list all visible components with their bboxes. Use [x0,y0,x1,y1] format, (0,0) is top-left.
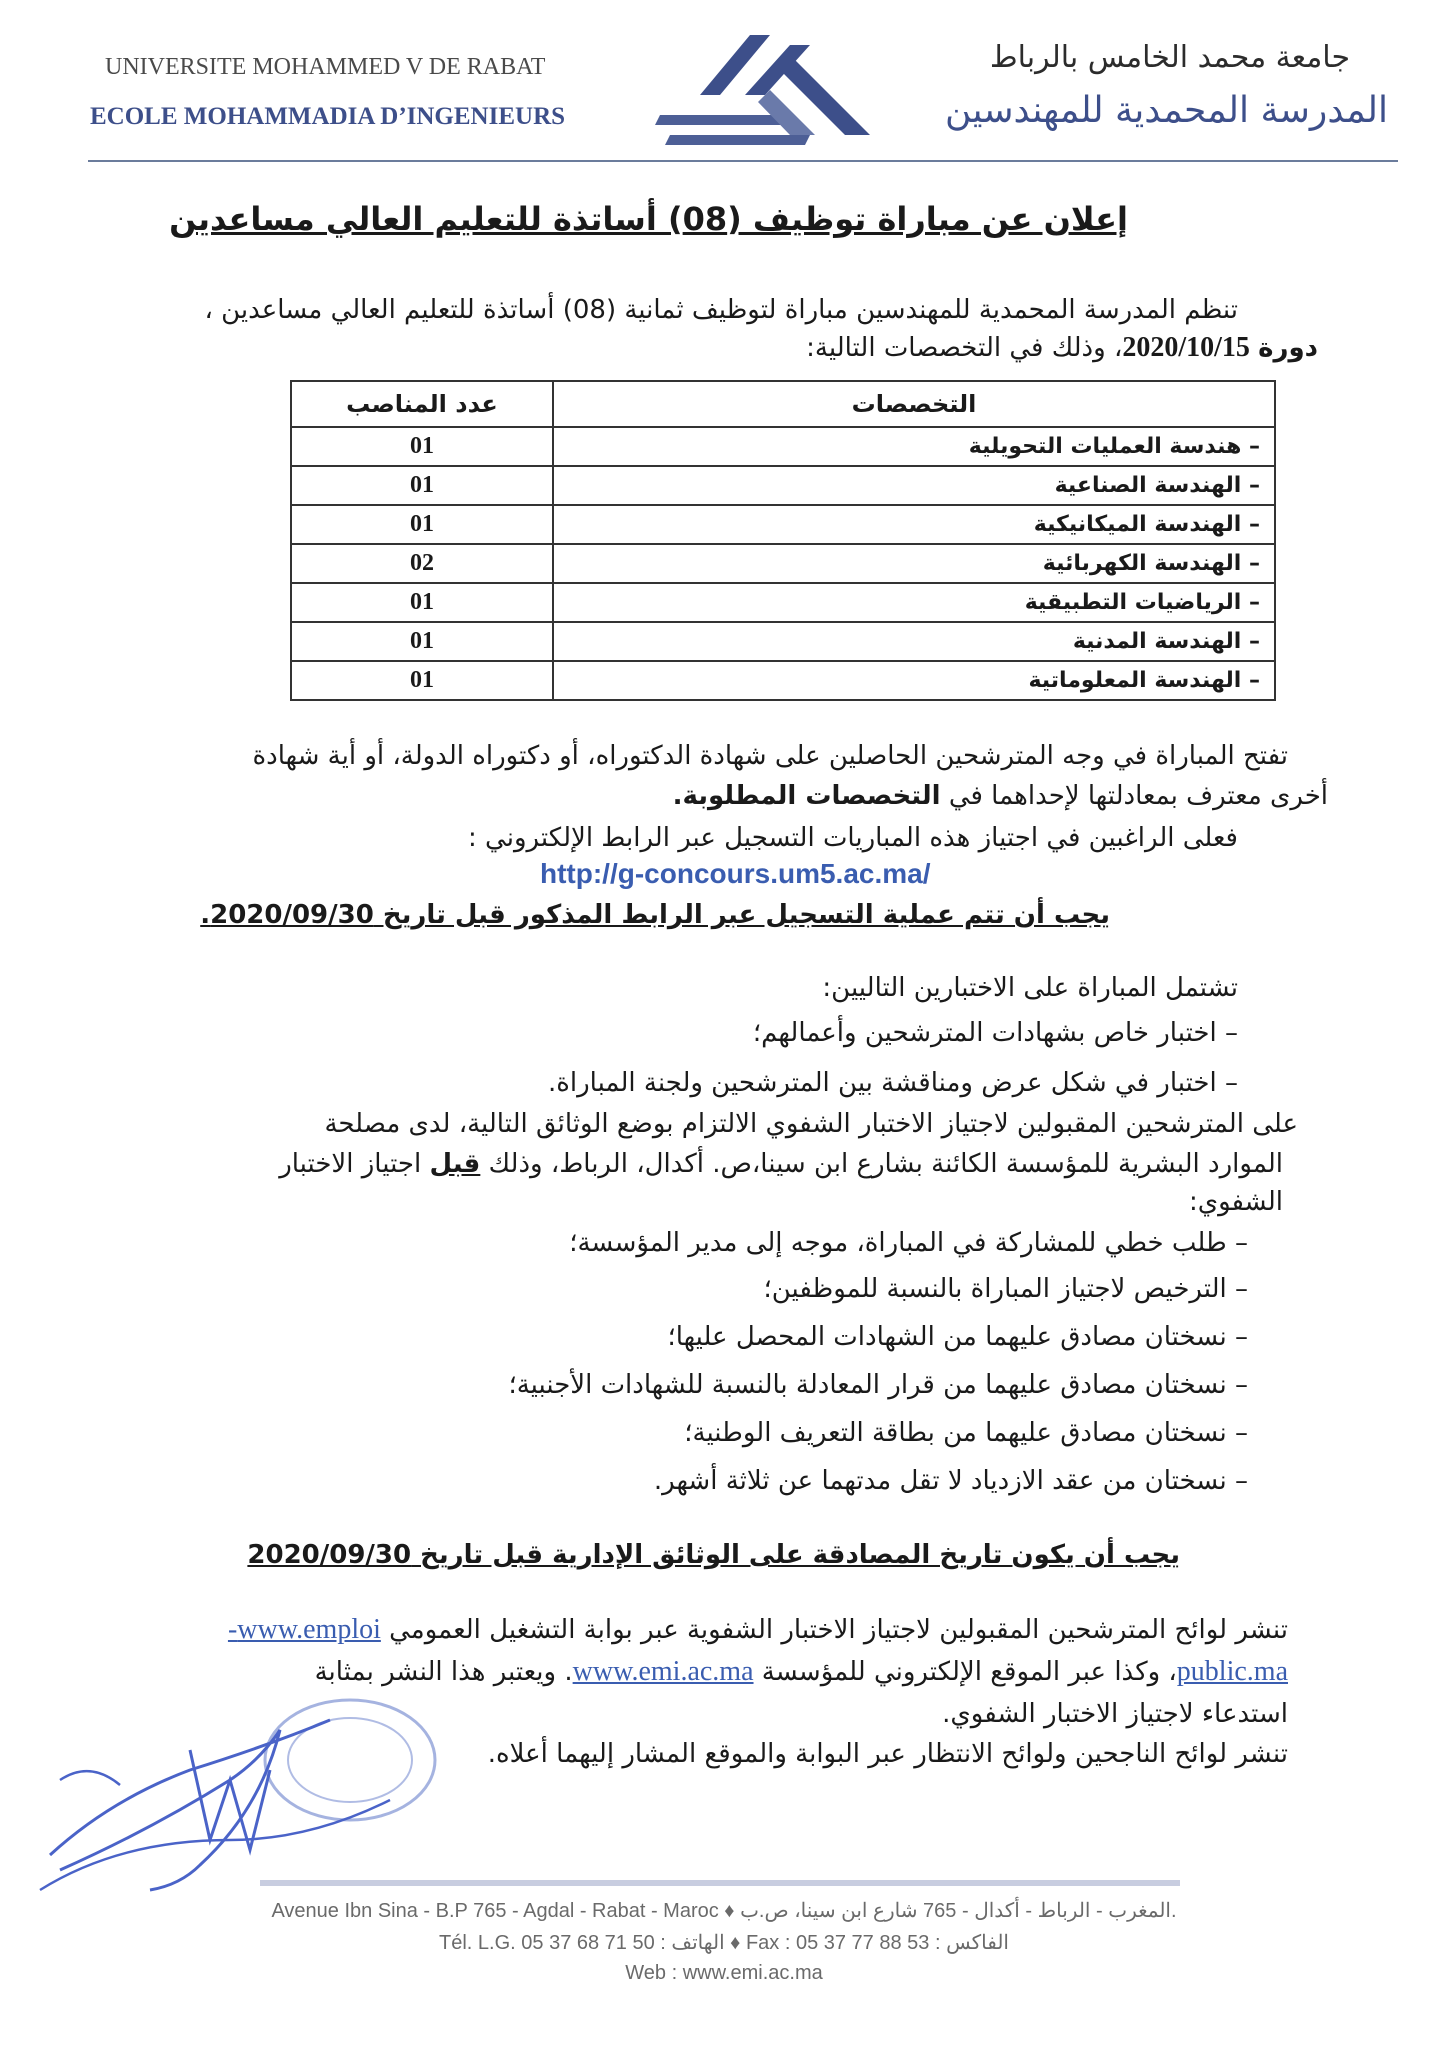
document-item: – نسختان مصادق عليهما من بطاقة التعريف الوطنية؛ [684,1418,1248,1448]
university-name-fr: UNIVERSITE MOHAMMED V DE RABAT [105,54,546,80]
col-header-specialties: التخصصات [553,381,1275,427]
required-specialties-bold: التخصصات المطلوبة. [672,781,941,811]
footer-phone: Tél. L.G. 05 37 68 71 50 : الهاتف ♦ Fax : 05 37 77 88 53 : الفاكس [439,1932,1009,1954]
exam-item: – اختبار خاص بشهادات المترشحين وأعمالهم؛ [752,1018,1238,1048]
specialties-table [290,380,1276,701]
school-name-ar: المدرسة المحمدية للمهندسين [945,90,1388,131]
intro-session-date: 2020/10/15 [1122,332,1250,363]
specialty-cell: – هندسة العمليات التحويلية [553,427,1275,466]
table-row [291,661,1275,700]
documents-line-3: الشفوي: [1188,1187,1283,1217]
positions-cell: 01 [291,466,553,505]
school-name-fr: ECOLE MOHAMMADIA D’INGENIEURS [90,103,566,130]
documents-line-2 [183,1144,1283,1184]
intro-line-1: تنظم المدرسة المحمدية للمهندسين مباراة لتوظيف ثمانية (08) أساتذة للتعليم العالي مساعدين ، [204,295,1238,325]
portal-link-part1[interactable]: www.emploi- [227,1614,381,1645]
table-row [291,427,1275,466]
specialty-cell: – الهندسة المدنية [553,622,1275,661]
positions-cell: 01 [291,505,553,544]
documents-deadline: يجب أن يكون تاريخ المصادقة على الوثائق الإدارية قبل تاريخ 2020/09/30 [247,1540,1180,1570]
header-divider [88,160,1398,162]
eligibility-line-1: تفتح المباراة في وجه المترشحين الحاصلين على شهادة الدكتوراه، أو دكتوراه الدولة، أو أية شهادة [252,741,1288,771]
documents-text-end: اجتياز الاختبار [279,1149,422,1179]
positions-cell: 02 [291,544,553,583]
document-item: – نسختان مصادق عليهما من قرار المعادلة بالنسبة للشهادات الأجنبية؛ [508,1370,1248,1400]
eligibility-line-2 [178,776,1328,816]
table-row [291,583,1275,622]
positions-cell: 01 [291,622,553,661]
publication-mid: ، وكذا عبر الموقع الإلكتروني للمؤسسة [761,1657,1177,1687]
page-title: إعلان عن مباراة توظيف (08) أساتذة للتعليم العالي مساعدين [169,200,1128,238]
table-row [291,466,1275,505]
specialty-cell: – الهندسة الصناعية [553,466,1275,505]
positions-cell: 01 [291,661,553,700]
publication-line-4: تنشر لوائح الناجحين ولوائح الانتظار عبر البوابة والموقع المشار إليهما أعلاه. [487,1739,1288,1769]
specialty-cell: – الهندسة المعلوماتية [553,661,1275,700]
documents-text: الموارد البشرية للمؤسسة الكائنة بشارع ابن سينا،ص. أكدال، الرباط، وذلك [488,1149,1283,1179]
table-row [291,622,1275,661]
registration-link[interactable]: http://g-concours.um5.ac.ma/ [540,858,931,889]
col-header-positions: عدد المناصب [291,381,553,427]
before-bold: قبل [429,1149,481,1179]
positions-cell: 01 [291,583,553,622]
exams-intro: تشتمل المباراة على الاختبارين التاليين: [822,973,1238,1003]
table-header-row [291,381,1275,427]
footer-divider [260,1880,1180,1886]
school-site-link[interactable]: www.emi.ac.ma [572,1656,754,1687]
footer-address: Avenue Ibn Sina - B.P 765 - Agdal - Rabat - Maroc ♦ المغرب - الرباط - أكدال - 765 شارع ابن سينا، ص.ب. [271,1900,1177,1922]
documents-line-1: على المترشحين المقبولين لاجتياز الاختبار الشفوي الالتزام بوضع الوثائق التالية، لدى مصلحة [324,1109,1298,1139]
publication-line-1 [138,1610,1288,1650]
specialty-cell: – الهندسة الكهربائية [553,544,1275,583]
school-logo [640,30,880,150]
publication-end: . ويعتبر هذا النشر بمثابة [314,1657,573,1687]
document-item: – نسختان مصادق عليهما من الشهادات المحصل عليها؛ [667,1322,1248,1352]
intro-suffix: ، وذلك في التخصصات التالية: [806,333,1123,363]
document-item: – نسختان من عقد الازدياد لا تقل مدتهما عن ثلاثة أشهر. [653,1466,1248,1496]
intro-line-2 [218,328,1318,368]
specialty-cell: – الهندسة الميكانيكية [553,505,1275,544]
registration-instruction: فعلى الراغبين في اجتياز هذه المباريات التسجيل عبر الرابط الإلكتروني : [468,823,1238,853]
university-name-ar: جامعة محمد الخامس بالرباط [989,40,1350,75]
intro-session-label: دورة [1258,333,1318,363]
table-row [291,544,1275,583]
document-item: – طلب خطي للمشاركة في المباراة، موجه إلى مدير المؤسسة؛ [569,1228,1248,1258]
publication-text: تنشر لوائح المترشحين المقبولين لاجتياز الاختبار الشفوية عبر بوابة التشغيل العمومي [389,1615,1288,1645]
eligibility-text: أخرى معترف بمعادلتها لإحداهما في [948,781,1328,811]
portal-link-part2[interactable]: public.ma [1176,1656,1288,1687]
exam-item: – اختبار في شكل عرض ومناقشة بين المترشحين ولجنة المباراة. [548,1068,1238,1098]
document-item: – الترخيص لاجتياز المباراة بالنسبة للموظفين؛ [763,1274,1248,1304]
publication-line-3: استدعاء لاجتياز الاختبار الشفوي. [942,1699,1288,1729]
publication-line-2 [168,1652,1288,1692]
positions-cell: 01 [291,427,553,466]
table-row [291,505,1275,544]
registration-deadline: يجب أن تتم عملية التسجيل عبر الرابط المذكور قبل تاريخ 2020/09/30. [200,900,1110,930]
footer-web: Web : www.emi.ac.ma [625,1962,823,1984]
specialty-cell: – الرياضيات التطبيقية [553,583,1275,622]
